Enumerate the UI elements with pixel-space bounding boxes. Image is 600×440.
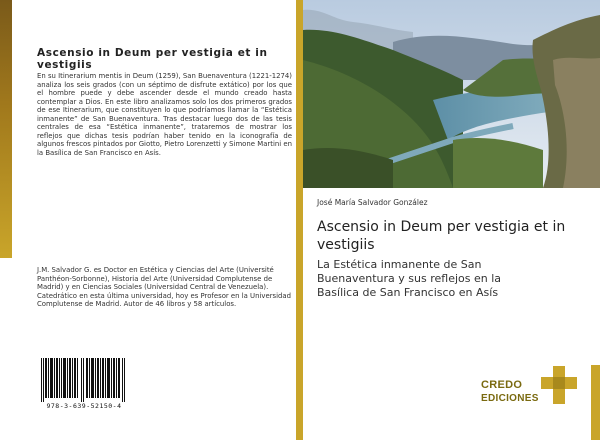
author-name: José María Salvador González (317, 198, 428, 207)
isbn-number: 978-3-639-52150-4 (46, 402, 122, 410)
front-gold-band (591, 365, 600, 440)
back-cover (0, 0, 296, 440)
back-blurb: En su Itinerarium mentis in Deum (1259), San Buenaventura (1221-1274) analiza los seis grados (con un séptimo de disfrute extático) por los que el hombre puede y debe ascender desde el mundo creado hasta contemplar a Dios. En este libro analizamos solo los dos primeros grados de ese Itinerarium, que constituyen lo que podríamos llamar la “Estética inmanente” de San Buenaventura. Tras destacar luego dos de las tesis centrales de esa “Estética inmanente”, trataremos de mostrar los reflejos que dichas tesis podrían haber tenido en la iconografía de algunos frescos pintados por Giotto, Pietro Lorenzetti y Simone Martini en la Basílica de San Francisco en Asís. (37, 72, 292, 157)
barcode-icon (41, 358, 125, 402)
front-title: Ascensio in Deum per vestigia et in vestigiis (317, 219, 566, 253)
barcode (37, 354, 129, 412)
publisher-logo (481, 364, 585, 414)
landscape-photo (303, 0, 600, 188)
front-subtitle: La Estética inmanente de San Buenaventura y sus reflejos en la Basílica de San Francisco en Asís (317, 258, 502, 299)
cross-icon (539, 364, 579, 406)
publisher-word-credo: CREDO (481, 379, 523, 391)
back-gold-band (0, 0, 12, 258)
publisher-word-ediciones: EDICIONES (481, 393, 539, 404)
author-bio: J.M. Salvador G. es Doctor en Estética y Ciencias del Arte (Université Panthéon-Sorbonne), Historia del Arte (Universidad Complutense de Madrid) y en Ciencias Sociales (Universidad Central de Venezuela). Catedrático en esta última universidad, hoy es Profesor en la Universidad Complutense de Madrid. Autor de 46 libros y 58 artículos. (37, 266, 292, 309)
front-cover (303, 0, 600, 440)
spine (296, 0, 303, 440)
back-title: Ascensio in Deum per vestigia et in vestigiis (37, 47, 268, 71)
